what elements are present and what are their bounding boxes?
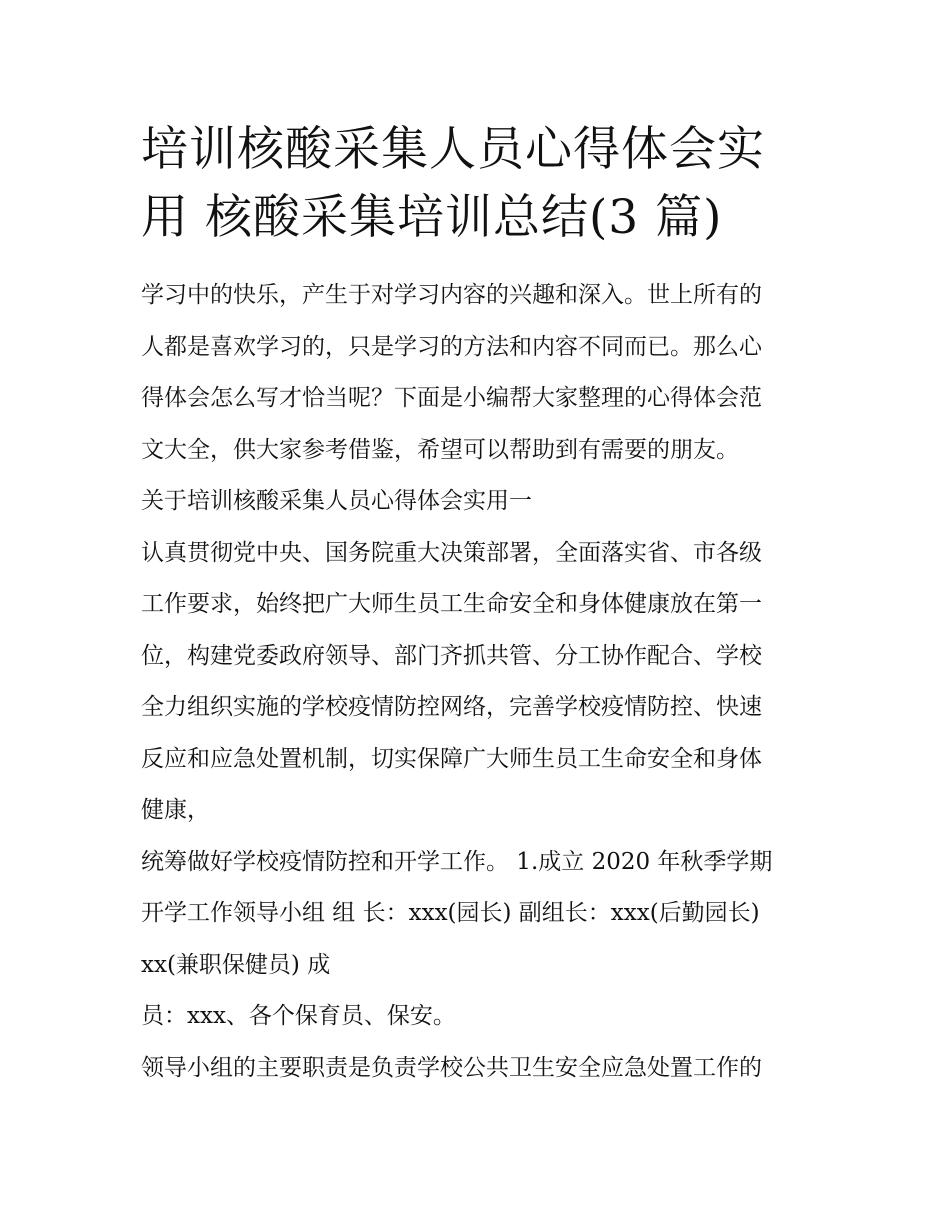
- text-line: 认真贯彻党中央、国务院重大决策部署，全面落实省、市各级: [141, 539, 762, 566]
- intro-paragraph: [141, 270, 816, 476]
- document-title: [141, 116, 816, 252]
- text-line: 健康，: [141, 797, 210, 823]
- text-line: 位，构建党委政府领导、部门齐抓共管、分工协作配合、学校: [141, 642, 762, 669]
- document-content: [141, 116, 816, 1094]
- body-paragraph: [141, 837, 816, 992]
- text-line: 人都是喜欢学习的，只是学习的方法和内容不同而已。那么心: [141, 333, 762, 360]
- text-line: 工作要求，始终把广大师生员工生命安全和身体健康放在第一: [141, 591, 762, 617]
- body-paragraph: [141, 1043, 816, 1095]
- title-line: 培训核酸采集人员心得体会实: [141, 122, 765, 177]
- text-line: 反应和应急处置机制，切实保障广大师生员工生命安全和身体: [141, 745, 762, 772]
- text-line: 员：xxx、各个保育员、保安。: [141, 1003, 456, 1029]
- text-line: 领导小组的主要职责是负责学校公共卫生安全应急处置工作的: [141, 1054, 762, 1081]
- section-heading: [141, 476, 816, 528]
- body-paragraph: [141, 991, 816, 1043]
- text-line: 关于培训核酸采集人员心得体会实用一: [141, 488, 532, 514]
- body-paragraph: [141, 528, 816, 837]
- title-line: 用 核酸采集培训总结(3 篇): [141, 190, 723, 245]
- document-body: [141, 270, 816, 1094]
- text-line: 文大全，供大家参考借鉴，希望可以帮助到有需要的朋友。: [141, 436, 739, 463]
- text-line: 全力组织实施的学校疫情防控网络，完善学校疫情防控、快速: [141, 694, 762, 720]
- text-line: 得体会怎么写才恰当呢？下面是小编帮大家整理的心得体会范: [141, 385, 762, 411]
- text-line: 统筹做好学校疫情防控和开学工作。 1.成立 2020 年秋季学期: [141, 848, 773, 875]
- text-line: xx(兼职保健员) 成: [141, 951, 331, 978]
- text-line: 开学工作领导小组 组 长：xxx(园长) 副组长：xxx(后勤园长): [141, 900, 760, 926]
- text-line: 学习中的快乐，产生于对学习内容的兴趣和深入。世上所有的: [141, 282, 762, 308]
